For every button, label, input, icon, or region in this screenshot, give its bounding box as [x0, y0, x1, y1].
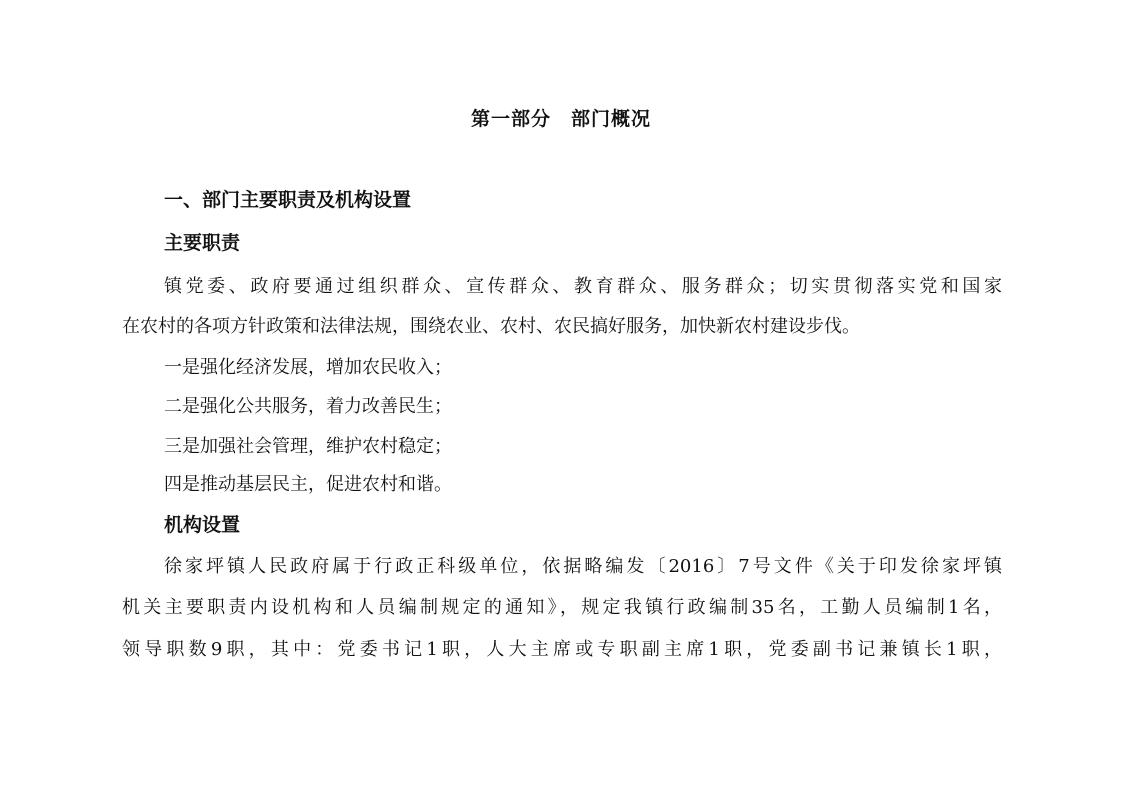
title-name: 部门概况	[571, 108, 652, 130]
page-title	[0, 104, 1122, 131]
section-heading: 一、部门主要职责及机构设置	[164, 189, 412, 211]
duty-item-4: 四是推动基层民主，促进农村和谐。	[164, 474, 452, 495]
org-paragraph-line-3: 领导职数9职，其中：党委书记1职，人大主席或专职副主席1职，党委副书记兼镇长1职，	[122, 639, 1002, 660]
duties-heading: 主要职责	[164, 232, 241, 254]
duties-paragraph-line-2: 在农村的各项方针政策和法律法规，围绕农业、农村、农民搞好服务，加快新农村建设步伐。	[122, 316, 860, 337]
org-paragraph-line-2: 机关主要职责内设机构和人员编制规定的通知》，规定我镇行政编制35名，工勤人员编制1名，	[122, 597, 1002, 618]
duties-paragraph-line-1: 镇党委、政府要通过组织群众、宣传群众、教育群众、服务群众；切实贯彻落实党和国家	[164, 276, 1002, 297]
title-part: 第一部分	[470, 108, 551, 130]
org-paragraph-line-1: 徐家坪镇人民政府属于行政正科级单位，依据略编发〔2016〕7号文件《关于印发徐家坪镇	[164, 556, 1002, 577]
duty-item-1: 一是强化经济发展，增加农民收入；	[164, 357, 452, 378]
duty-item-3: 三是加强社会管理，维护农村稳定；	[164, 436, 452, 457]
duty-item-2: 二是强化公共服务，着力改善民生；	[164, 396, 452, 417]
org-heading: 机构设置	[164, 514, 241, 536]
